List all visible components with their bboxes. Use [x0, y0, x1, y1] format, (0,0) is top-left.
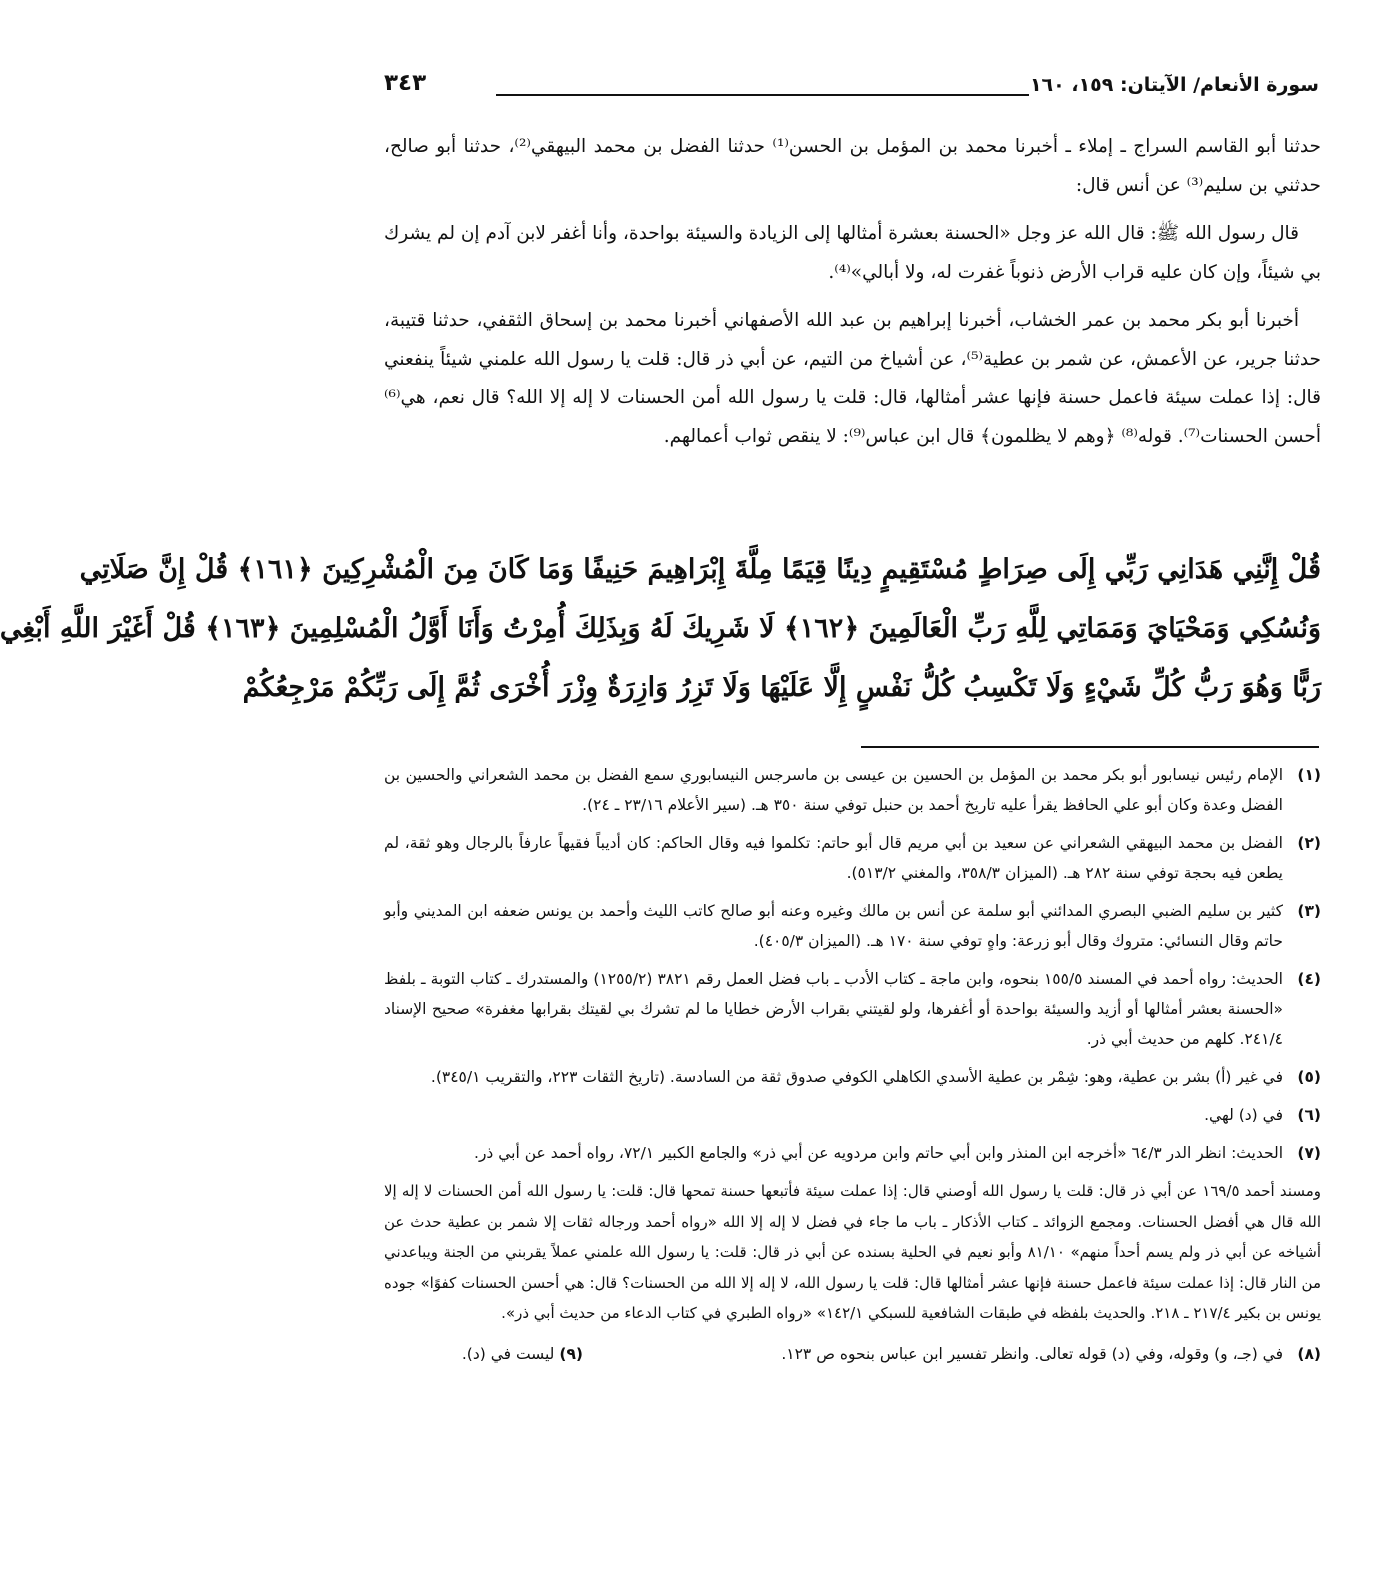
footnote-number: (١) — [1297, 766, 1321, 784]
paragraph-hadith: قال رسول الله ﷺ: قال الله عز وجل «الحسنة بعشرة أمثالها إلى الزيادة والسيئة بواحدة، وأنا أغفر لابن آدم إن لم يشرك بي شيئاً، وإن كان عليه قراب الأرض ذنوباً غفرت له، ولا أبالي»⁽⁴⁾. — [384, 223, 1321, 283]
footnote-text: في (د) لهي. — [1204, 1106, 1283, 1124]
footnote-text: الإمام رئيس نيسابور أبو بكر محمد بن المؤمل بن الحسين بن عيسى بن ماسرجس النيسابوري سمع الفضل بن محمد الشعراني والحسين بن الفضل وعدة وكان أبو علي الحافظ يقرأ عليه تاريخ أحمد بن حنبل توفي سنة ٣٥٠ هـ. (سير الأعلام ٢٣/١٦ ـ ٢٤). — [384, 766, 1283, 814]
footnote-number: (٩) — [559, 1344, 583, 1363]
page-number: ٣٤٣ — [384, 70, 427, 96]
footnote-5 — [384, 1062, 1321, 1092]
header-rule — [496, 94, 1029, 96]
footnote-8 — [643, 1339, 1321, 1369]
footnote-number: (٨) — [1297, 1344, 1321, 1363]
footnote-number: (٢) — [1297, 834, 1321, 852]
page-header — [384, 70, 1319, 110]
paragraph-narration: أخبرنا أبو بكر محمد بن عمر الخشاب، أخبرنا إبراهيم بن عبد الله الأصفهاني أخبرنا محمد بن إسحاق الثقفي، حدثنا قتيبة، حدثنا جرير، عن الأعمش، عن شمر بن عطية⁽⁵⁾، عن أشياخ من التيم، عن أبي ذر قال: قلت يا رسول الله علمني شيئاً ينفعني قال: إذا عملت سيئة فاعمل حسنة فإنها عشر أمثالها، قال: قلت يا رسول الله أمن الحسنات لا إله إلا الله؟ قال نعم، هي⁽⁶⁾ أحسن الحسنات⁽⁷⁾. قوله⁽⁸⁾ ﴿وهم لا يظلمون﴾ قال ابن عباس⁽⁹⁾: لا ينقص ثواب أعمالهم. — [384, 310, 1321, 447]
quran-line-1: قُلْ إِنَّنِي هَدَانِي رَبِّي إِلَى صِرَاطٍ مُسْتَقِيمٍ دِينًا قِيَمًا مِلَّةَ إِبْرَاهِيمَ حَنِيفًا وَمَا كَانَ مِنَ الْمُشْرِكِينَ ﴿١٦١﴾ قُلْ إِنَّ صَلَاتِي — [79, 554, 1321, 585]
footnote-text: في (جـ، و) وقوله، وفي (د) قوله تعالى. وانظر تفسير ابن عباس بنحوه ص ١٢٣. — [781, 1344, 1283, 1363]
footnote-7-continuation: ومسند أحمد ١٦٩/٥ عن أبي ذر قال: قلت يا رسول الله أوصني قال: إذا عملت سيئة فأتبعها حسنة تمحها قال: قلت: يا رسول الله أمن الحسنات لا إله إلا الله قال هي أفضل الحسنات. ومجمع الزوائد ـ كتاب الأذكار ـ باب ما جاء في فضل لا إله إلا الله «رواه أحمد ورجاله ثقات إلا شمر بن عطية حدث عن أشياخه عن أبي ذر ولم يسم أحداً منهم» ٨١/١٠ وأبو نعيم في الحلية بسنده عن أبي ذر قال: قلت: يا رسول الله علمني عملاً يقربني من الجنة ويباعدني من النار قال: إذا عملت سيئة فاعمل حسنة فإنها عشر أمثالها قال: قلت يا رسول الله، لا إله إلا الله من الحسنات؟ قال: هي أحسن الحسنات كفوًا» جوده يونس بن بكير ٢١٧/٤ ـ ٢١٨. والحديث بلفظه في طبقات الشافعية للسبكي ١٤٢/١» «رواه الطبري في كتاب الدعاء من حديث أبي ذر». — [384, 1182, 1321, 1322]
footnote-6 — [384, 1100, 1321, 1130]
footnote-number: (٣) — [1297, 902, 1321, 920]
footnote-1 — [384, 760, 1321, 820]
footnotes — [384, 760, 1321, 1369]
quran-line-3: رَبًّا وَهُوَ رَبُّ كُلِّ شَيْءٍ وَلَا تَكْسِبُ كُلُّ نَفْسٍ إِلَّا عَلَيْهَا وَلَا تَزِرُ وَازِرَةٌ وِزْرَ أُخْرَى ثُمَّ إِلَى رَبِّكُمْ مَرْجِعُكُمْ — [242, 672, 1321, 703]
quran-line-2: وَنُسُكِي وَمَحْيَايَ وَمَمَاتِي لِلَّهِ رَبِّ الْعَالَمِينَ ﴿١٦٢﴾ لَا شَرِيكَ لَهُ وَبِذَلِكَ أُمِرْتُ وَأَنَا أَوَّلُ الْمُسْلِمِينَ ﴿١٦٣﴾ قُلْ أَغَيْرَ اللَّهِ أَبْغِي — [0, 613, 1321, 644]
main-text — [384, 128, 1321, 466]
footnote-3 — [384, 896, 1321, 956]
footnote-7 — [384, 1138, 1321, 1168]
footnote-text: ليست في (د). — [461, 1344, 555, 1363]
footnote-number: (٤) — [1297, 970, 1321, 988]
footnotes-8-9 — [384, 1339, 1321, 1369]
footnote-text: الحديث: انظر الدر ٦٤/٣ «أخرجه ابن المنذر وابن أبي حاتم وابن مردويه عن أبي ذر» والجامع الكبير ٧٢/١، رواه أحمد عن أبي ذر. — [474, 1144, 1283, 1162]
footnote-number: (٥) — [1297, 1068, 1321, 1086]
running-title: سورة الأنعام/ الآيتان: ١٥٩، ١٦٠ — [1029, 74, 1319, 96]
footnote-text: الفضل بن محمد البيهقي الشعراني عن سعيد بن أبي مريم قال أبو حاتم: تكلموا فيه وقال الحاكم: كان أديباً فقيهاً عارفاً بالرجال وهو ثقة، لم يطعن فيه بحجة توفي سنة ٢٨٢ هـ. (الميزان ٣٥٨/٣، والمغني ٥١٣/٢). — [384, 834, 1283, 882]
footnote-text: في غير (أ) بشر بن عطية، وهو: شِمْر بن عطية الأسدي الكاهلي الكوفي صدوق ثقة من السادسة. (تاريخ الثقات ٢٢٣، والتقريب ٣٤٥/١). — [430, 1068, 1283, 1086]
footnote-text: كثير بن سليم الضبي البصري المدائني أبو سلمة عن أنس بن مالك وغيره وعنه أبو صالح كاتب الليث وأحمد بن يونس ضعفه ابن المديني وأبو حاتم وقال النسائي: متروك وقال أبو زرعة: واهٍ توفي سنة ١٧٠ هـ. (الميزان ٤٠٥/٣). — [384, 902, 1283, 950]
footnote-text: الحديث: رواه أحمد في المسند ١٥٥/٥ بنحوه، وابن ماجة ـ كتاب الأدب ـ باب فضل العمل رقم ٣٨٢١ (١٢٥٥/٢) والمستدرك ـ كتاب التوبة ـ بلفظ «الحسنة بعشر أمثالها أو أزيد والسيئة بواحدة أو أغفرها، ولو لقيتني بقراب الأرض خطايا ما لم تشرك بي لقيتك بقرابها مغفرة» صحيح الإسناد ٢٤١/٤. كلهم من حديث أبي ذر. — [384, 970, 1283, 1048]
footnote-number: (٦) — [1297, 1106, 1321, 1124]
footnote-2 — [384, 828, 1321, 888]
paragraph-isnad: حدثنا أبو القاسم السراج ـ إملاء ـ أخبرنا محمد بن المؤمل بن الحسن⁽¹⁾ حدثنا الفضل بن محمد البيهقي⁽²⁾، حدثنا أبو صالح، حدثني بن سليم⁽³⁾ عن أنس قال: — [384, 136, 1321, 196]
quran-verses — [0, 540, 1321, 717]
footnote-9 — [462, 1339, 583, 1369]
footnote-separator — [861, 746, 1319, 748]
footnote-4 — [384, 964, 1321, 1054]
footnote-number: (٧) — [1297, 1144, 1321, 1162]
